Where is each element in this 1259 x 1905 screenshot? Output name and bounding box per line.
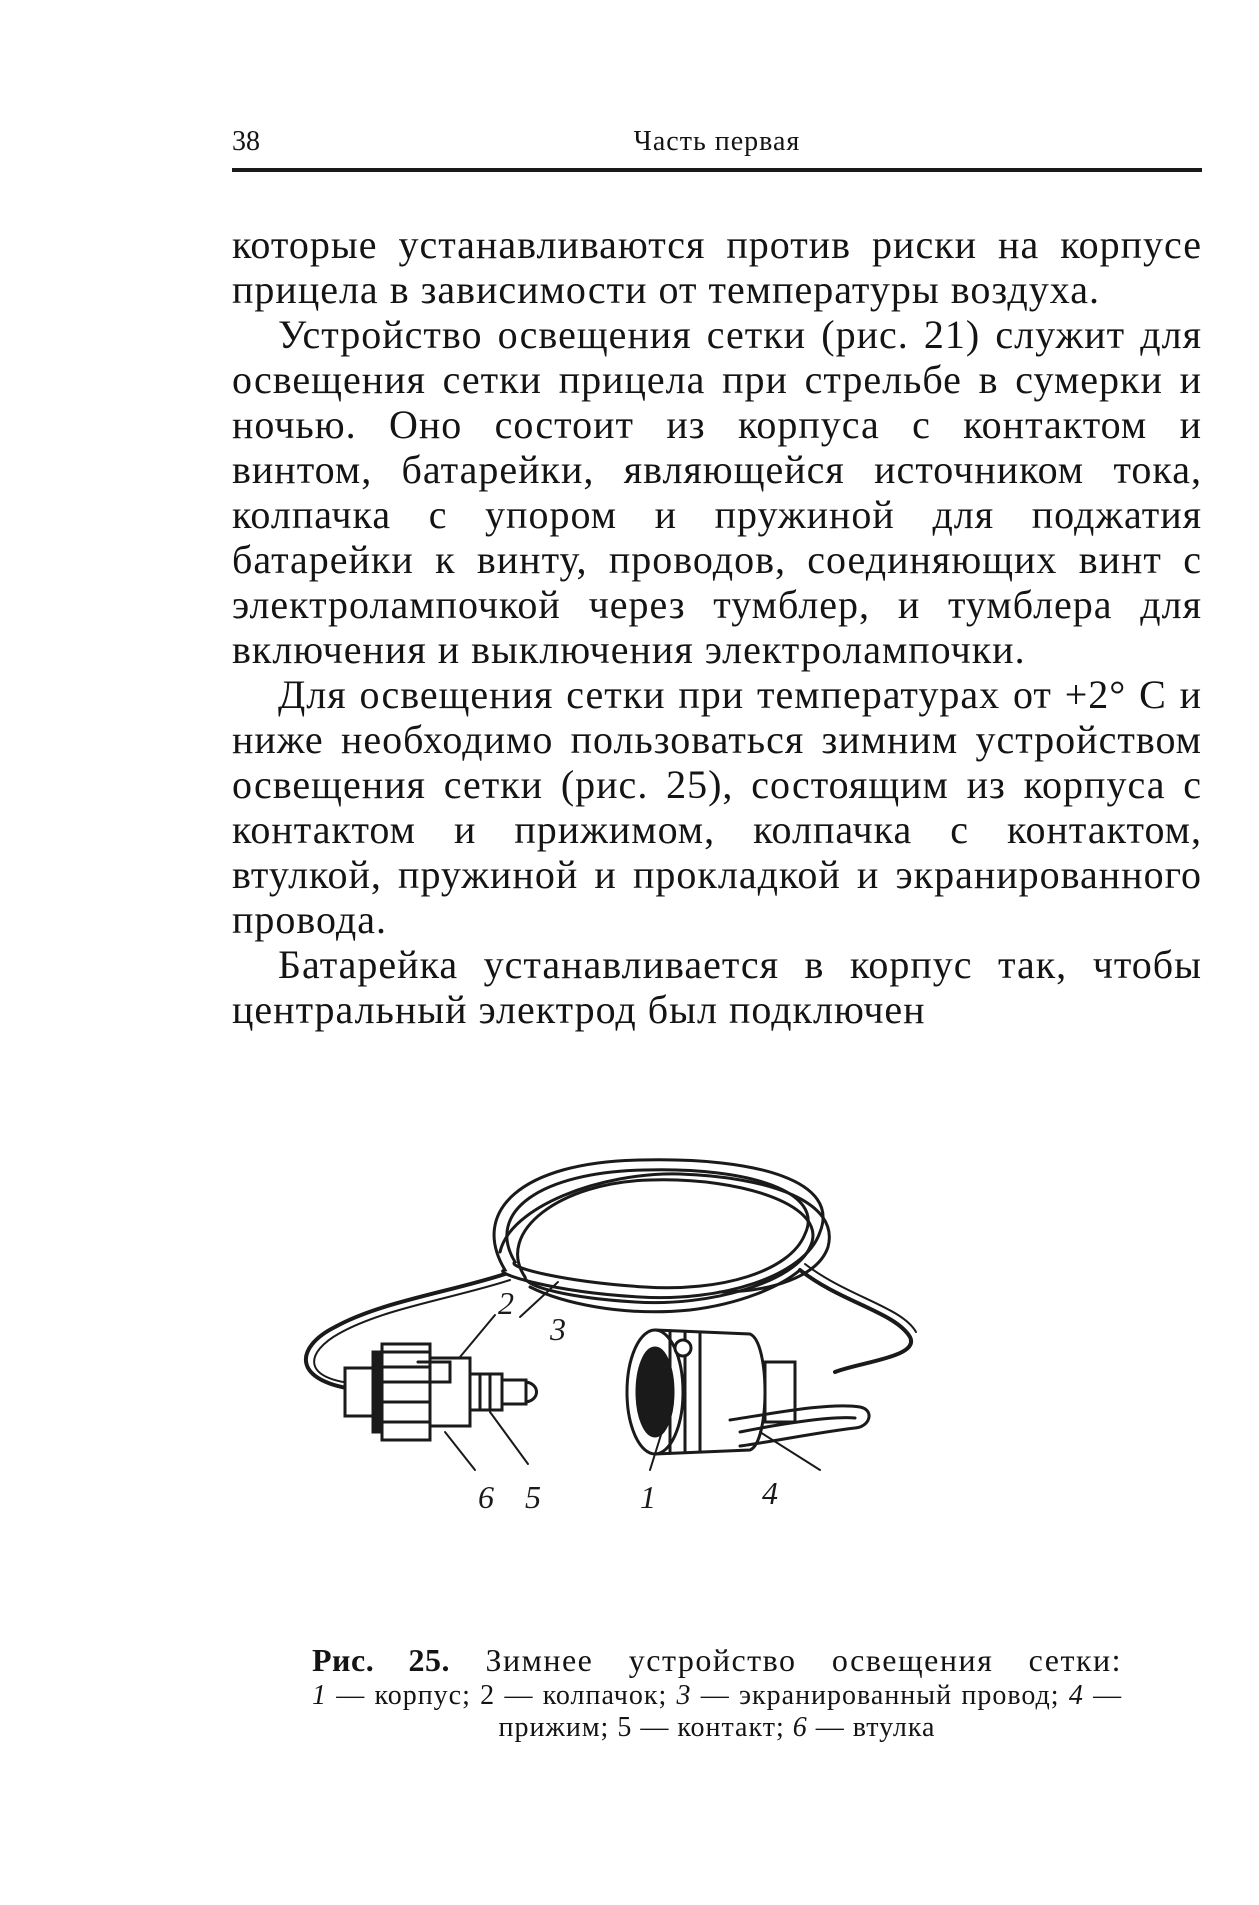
running-title: Часть первая [633,126,801,157]
label-3: 3 [550,1311,566,1347]
label-1: 1 [640,1479,656,1515]
legend-number: 6 [792,1712,808,1743]
legend-text: — прижим; [498,1680,1123,1743]
legend-number: 5 [617,1712,633,1743]
label-5: 5 [525,1479,541,1515]
page-header [232,122,1202,172]
paragraph: Устройство освещения сетки (рис. 21) служит для освещения сетки прицела при стрельбе в сумерки и ночью. Оно состоит из корпуса с контактом и винтом, батарейки, являющейся источником тока, колпачка с упором и пружиной для поджатия батарейки к винту, проводов, соединяющих винт с электролампочкой через тумблер, и тумблера для включения и выключения электролампочки. [232,312,1202,672]
legend-text: — контакт; [640,1712,785,1743]
body-assembly [627,1330,869,1454]
cap-assembly [345,1344,537,1440]
caption-title [312,1640,1122,1680]
label-2: 2 [498,1285,514,1321]
legend-number: 2 [480,1680,496,1711]
legend-text: — экранированный провод; [700,1680,1060,1711]
page-number: 38 [232,126,260,157]
caption-title-text: Зимнее устройство освещения сетки: [485,1642,1123,1678]
shielded-wire-coil [494,1160,829,1312]
figure-winter-illumination-device [300,1152,1140,1612]
label-6: 6 [478,1479,494,1515]
legend-text: — втулка [815,1712,936,1743]
device-illustration [300,1152,1140,1612]
clamp [730,1406,869,1446]
legend-number: 3 [676,1680,692,1711]
legend-text: — корпус; [336,1680,471,1711]
legend-number: 1 [312,1680,327,1711]
figure-caption [312,1640,1122,1744]
paragraph: Для освещения сетки при температурах от +2° С и ниже необходимо пользоваться зимним устройством освещения сетки (рис. 25), состоящим из корпуса с контактом и прижимом, колпачка с контактом, втулкой, пружиной и прокладкой и экранированного провода. [232,672,1202,942]
legend-number: 4 [1068,1680,1084,1711]
caption-prefix: Рис. 25. [312,1642,451,1678]
paragraph: которые устанавливаются против риски на корпусе прицела в зависимости от температуры воздуха. [232,222,1202,312]
caption-legend [312,1680,1122,1744]
wire-right [800,1270,911,1372]
legend-text: — колпачок; [504,1680,668,1711]
paragraph: Батарейка устанавливается в корпус так, чтобы центральный электрод был подключен [232,942,1202,1032]
label-4: 4 [762,1475,778,1511]
body-text [232,222,1202,1032]
